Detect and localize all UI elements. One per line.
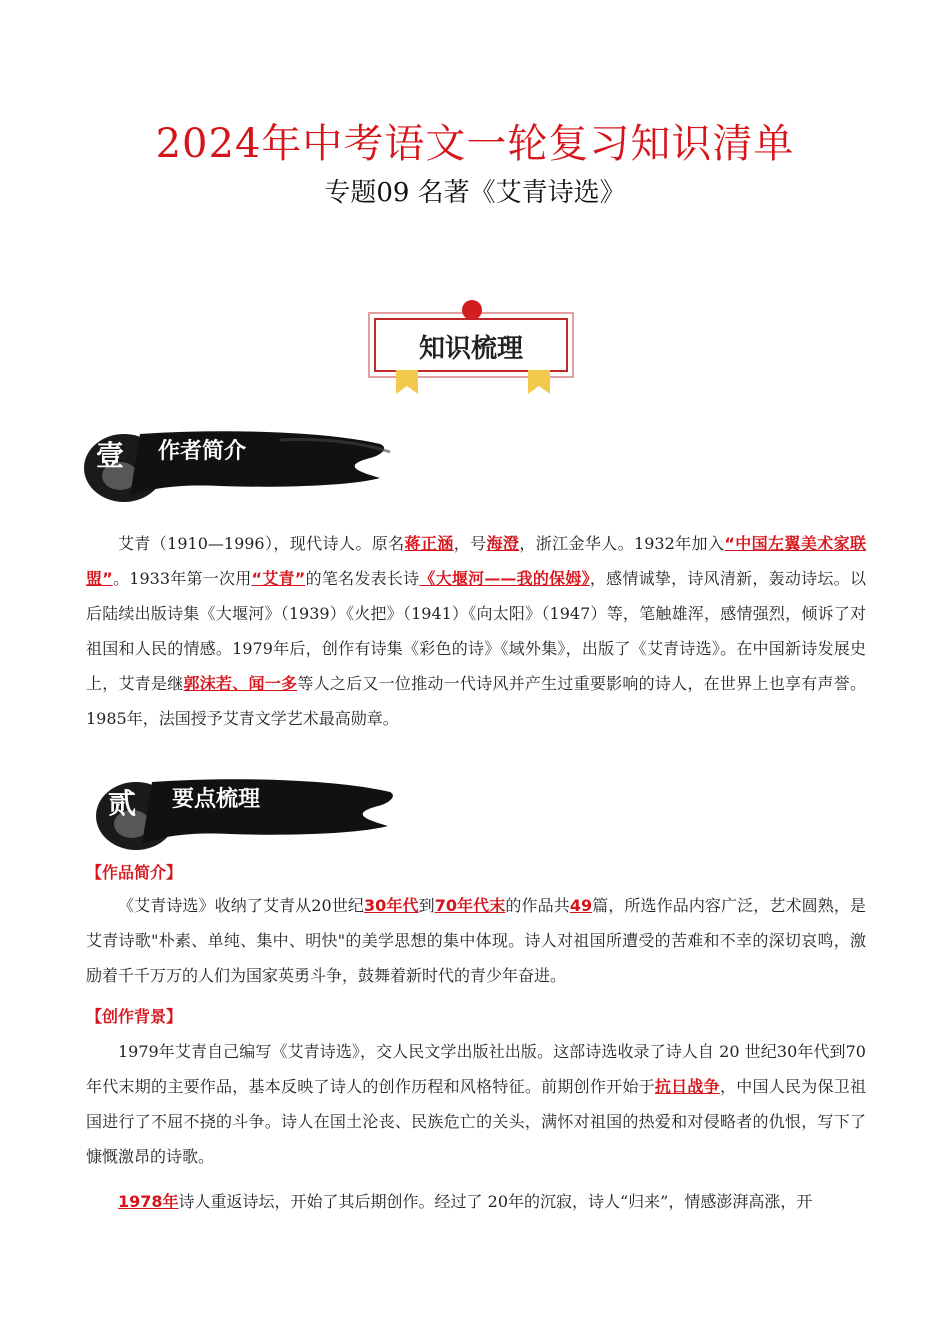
section-number: 贰: [108, 787, 137, 820]
highlight: 30年代: [363, 896, 419, 915]
highlight: 海澄: [486, 534, 520, 553]
background-paragraph: 1979年艾青自己编写《艾青诗选》，交人民文学出版社出版。这部诗选收录了诗人自 20 世纪30年代到70年代末期的主要作品，基本反映了诗人的创作历程和风格特征。前期创作开始于抗日战争，中国人民为保卫祖国进行了不屈不挠的斗争。诗人在国土沦丧、民族危亡的关头，满怀对祖国的热爱和对侵略者的仇恨，写下了慷慨激昂的诗歌。: [86, 1042, 866, 1166]
ribbon-icon: [396, 370, 418, 394]
work-intro-paragraph: 《艾青诗选》收纳了艾青从20世纪30年代到70年代末的作品共49篇，所选作品内容广泛，艺术圆熟，是艾青诗歌"朴素、单纯、集中、明快"的美学思想的集中体现。诗人对祖国所遭受的苦难和不幸的深切哀鸣，激励着千千万万的人们为国家英勇斗争，鼓舞着新时代的青少年奋进。: [86, 896, 866, 985]
tag-background: 【创作背景】: [86, 1007, 183, 1026]
section-title: 要点梳理: [172, 787, 261, 812]
badge-dot-icon: [462, 300, 482, 320]
highlight: “艾青”: [251, 569, 306, 588]
highlight: 1978年: [118, 1192, 179, 1211]
ribbon-icon: [528, 370, 550, 394]
author-paragraph: 艾青（1910—1996），现代诗人。原名蒋正涵，号海澄，浙江金华人。1932年加入“中国左翼美术家联盟”。1933年第一次用“艾青”的笔名发表长诗《大堰河——我的保姆》，感情诚挚，诗风清新，轰动诗坛。以后陆续出版诗集《大堰河》（1939）《火把》（1941）《向太阳》（1947）等，笔触雄浑，感情强烈，倾诉了对祖国和人民的情感。1979年后，创作有诗集《彩色的诗》《域外集》，出版了《艾青诗选》。在中国新诗发展史上，艾青是继郭沫若、闻一多等人之后又一位推动一代诗风并产生过重要影响的诗人，在世界上也享有声誉。1985年，法国授予艾青文学艺术最高勋章。: [86, 534, 866, 728]
highlight: 郭沫若、闻一多: [183, 674, 298, 693]
highlight: 《大堰河——我的保姆》: [419, 569, 590, 588]
background-paragraph-2: 1978年诗人重返诗坛，开始了其后期创作。经过了 20年的沉寂，诗人“归来”，情感澎湃高涨，开: [118, 1192, 813, 1211]
section-number: 壹: [96, 439, 125, 472]
highlight: 49: [569, 896, 593, 915]
badge-label: 知识梳理: [418, 334, 523, 364]
highlight: 蒋正涵: [404, 534, 454, 553]
highlight: 70年代末: [434, 896, 506, 915]
page-subtitle: 专题09 名著《艾青诗选》: [324, 178, 626, 208]
section-header-points: [80, 774, 400, 854]
section-header-author: [80, 426, 400, 506]
knowledge-badge: [366, 300, 578, 396]
highlight: “中国左翼美术家联盟”: [86, 534, 866, 588]
section-title: 作者简介: [158, 439, 247, 464]
tag-work-intro: 【作品简介】: [86, 863, 183, 882]
page-title: 2024年中考语文一轮复习知识清单: [155, 121, 795, 167]
highlight: 抗日战争: [654, 1077, 720, 1096]
